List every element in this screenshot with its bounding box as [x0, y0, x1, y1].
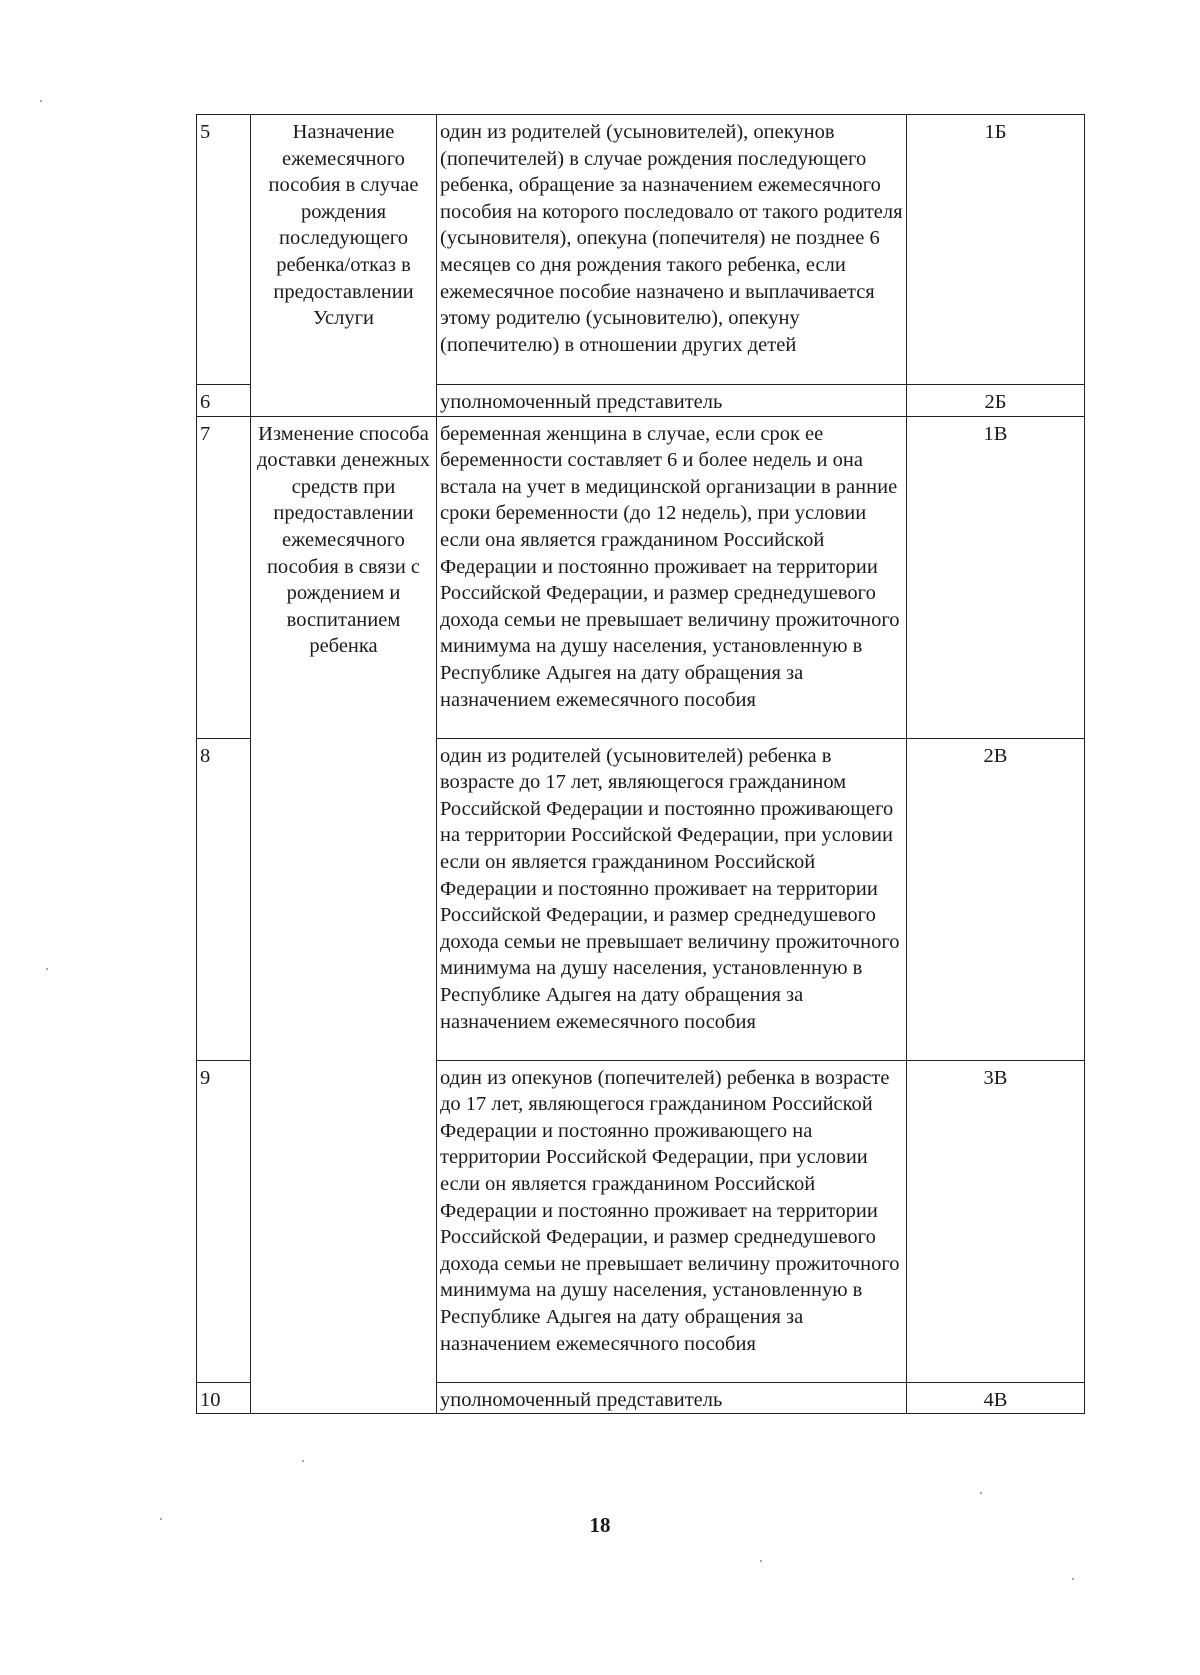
row-number: 10: [197, 1382, 251, 1414]
scan-speck: [1072, 1578, 1074, 1580]
row-number: 6: [197, 385, 251, 417]
variant-code: 4В: [907, 1382, 1085, 1414]
scan-speck: [980, 1492, 982, 1494]
row-number: 8: [197, 738, 251, 1060]
row-number: 5: [197, 115, 251, 385]
service-name: Назначение ежемесячного пособия в случае рождения последующего ребенка/отказ в предоставлении Услуги: [251, 115, 437, 417]
variant-code: 1Б: [907, 115, 1085, 385]
applicant-description: уполномоченный представитель: [437, 1382, 907, 1414]
page-number: 18: [589, 1513, 611, 1537]
service-name: Изменение способа доставки денежных средств при предоставлении ежемесячного пособия в связи с рождением и воспитанием ребенка: [251, 416, 437, 1414]
applicant-description: один из родителей (усыновителей) ребенка в возрасте до 17 лет, являющегося гражданином Российской Федерации и постоянно проживающего на территории Российской Федерации, при условии если он является гражданином Российской Федерации и постоянно проживает на территории Российской Федерации, и размер среднедушевого дохода семьи не превышает величину прожиточного минимума на душу населения, установленную в Республике Адыгея на дату обращения за назначением ежемесячного пособия: [437, 738, 907, 1060]
applicant-description: один из опекунов (попечителей) ребенка в возрасте до 17 лет, являющегося гражданином Российской Федерации и постоянно проживающего на территории Российской Федерации, при условии если он является гражданином Российской Федерации и постоянно проживает на территории Российской Федерации, и размер среднедушевого дохода семьи не превышает величину прожиточного минимума на душу населения, установленную в Республике Адыгея на дату обращения за назначением ежемесячного пособия: [437, 1060, 907, 1382]
row-number: 7: [197, 416, 251, 738]
variant-code: 2Б: [907, 385, 1085, 417]
variant-code: 2В: [907, 738, 1085, 1060]
row-number: 9: [197, 1060, 251, 1382]
applicant-description: один из родителей (усыновителей), опекунов (попечителей) в случае рождения последующего ребенка, обращение за назначением ежемесячного пособия на которого последовало от такого родителя (усыновителя), опекуна (попечителя) не позднее 6 месяцев со дня рождения такого ребенка, если ежемесячное пособие назначено и выплачивается этому родителю (усыновителю), опекуну (попечителю) в отношении других детей: [437, 115, 907, 385]
applicant-variants-table: [196, 114, 1085, 1414]
variant-code: 3В: [907, 1060, 1085, 1382]
table-row: [197, 416, 1085, 738]
scan-speck: [302, 1460, 304, 1462]
applicant-description: уполномоченный представитель: [437, 385, 907, 417]
scan-speck: [46, 968, 48, 970]
table-row: [197, 115, 1085, 385]
applicant-description: беременная женщина в случае, если срок ее беременности составляет 6 и более недель и она встала на учет в медицинской организации в ранние сроки беременности (до 12 недель), при условии если она является гражданином Российской Федерации и постоянно проживает на территории Российской Федерации, и размер среднедушевого дохода семьи не превышает величину прожиточного минимума на душу населения, установленную в Республике Адыгея на дату обращения за назначением ежемесячного пособия: [437, 416, 907, 738]
scan-speck: [760, 1560, 762, 1562]
scan-speck: [40, 100, 42, 102]
scan-speck: [160, 1518, 162, 1520]
variant-code: 1В: [907, 416, 1085, 738]
